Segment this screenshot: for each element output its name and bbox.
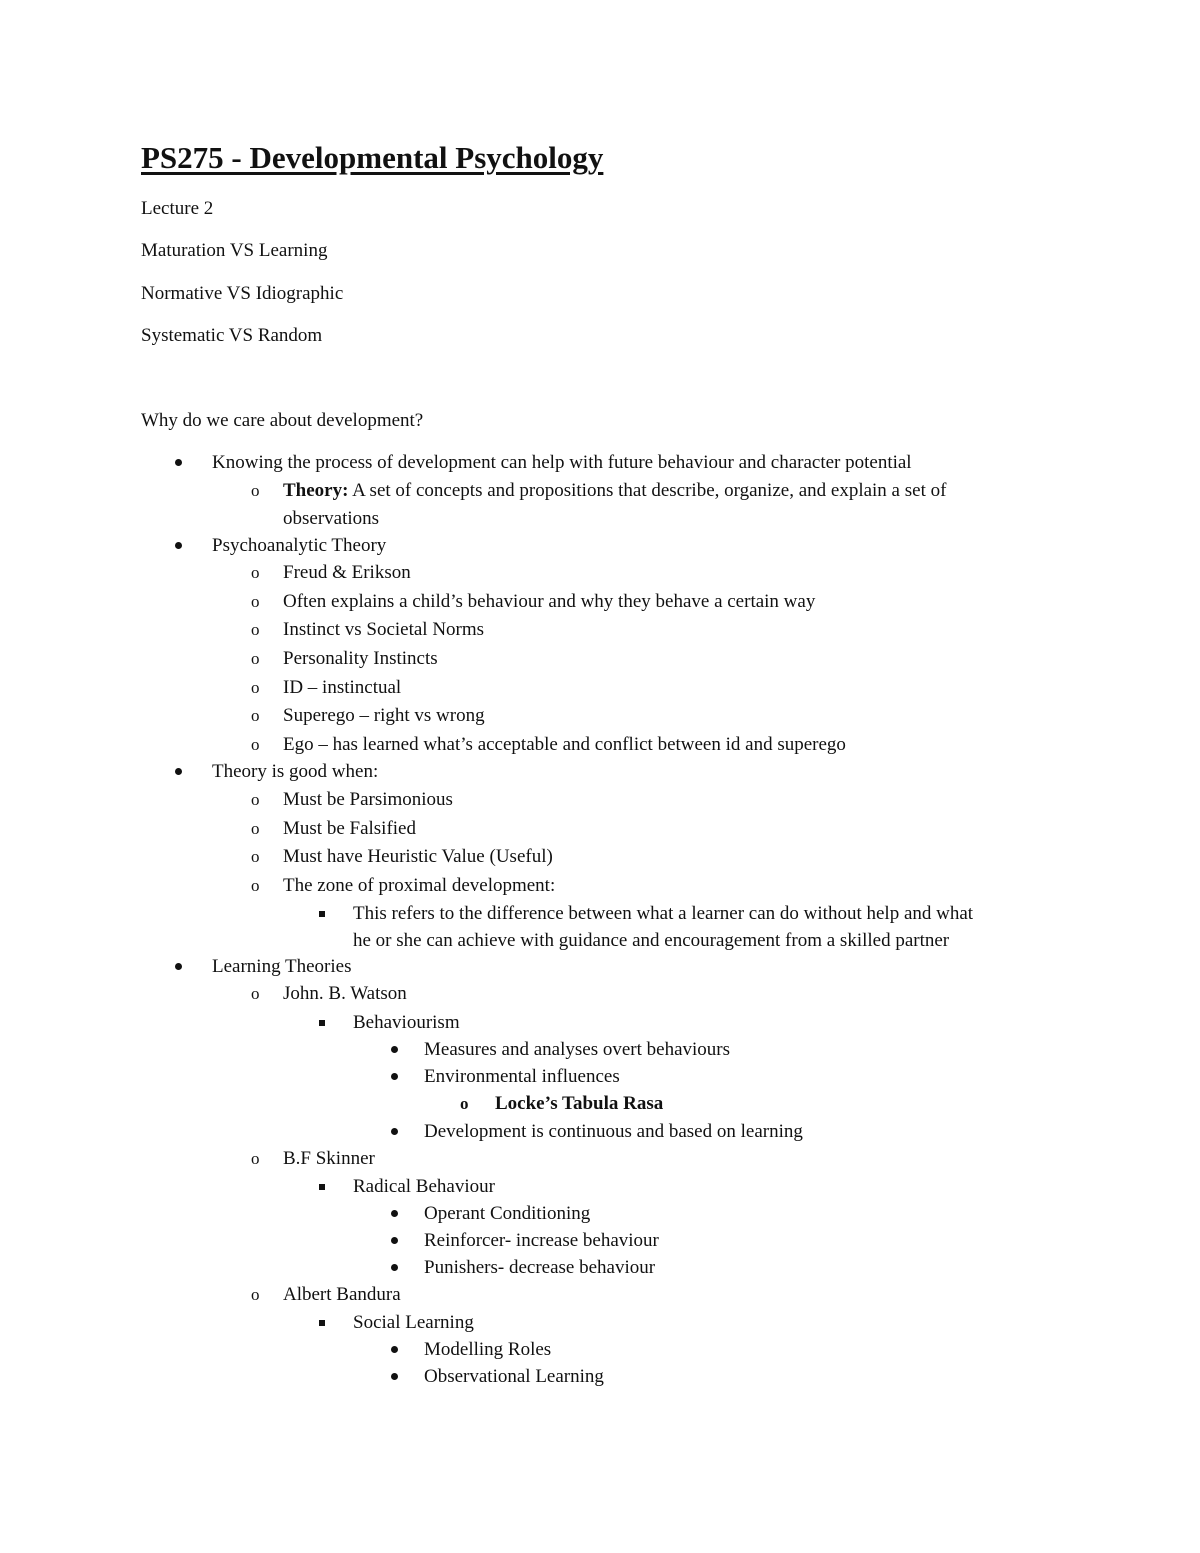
theory-definition: A set of concepts and propositions that describe, organize, and explain a set of [348,480,947,501]
list-item: This refers to the difference between what a learner can do without help and what [353,903,974,924]
list-item: Knowing the process of development can help with future behaviour and character potential [212,452,912,473]
bullet-disc-icon [391,1339,398,1353]
list-item: Locke’s Tabula Rasa [495,1093,664,1114]
list-item: Must be Parsimonious [283,789,453,810]
list-item: Punishers- decrease behaviour [424,1257,656,1278]
bullet-circle-icon [251,734,260,756]
list-item: Observational Learning [424,1366,604,1387]
bullet-disc-icon [391,1230,398,1244]
bullet-circle-icon [251,818,260,840]
list-item-continuation: observations [283,508,380,529]
theory-term: Theory: [283,480,349,501]
list-item: Environmental influences [424,1066,620,1087]
list-item: Modelling Roles [424,1339,552,1360]
list-item: Operant Conditioning [424,1203,591,1224]
intro-line: Normative VS Idiographic [141,283,344,304]
list-item: Radical Behaviour [353,1176,495,1197]
bullet-disc-icon [175,761,182,775]
intro-line: Lecture 2 [141,198,214,219]
list-item: Often explains a child’s behaviour and why they behave a certain way [283,591,816,612]
list-item: Freud & Erikson [283,562,411,583]
list-item: Psychoanalytic Theory [212,535,387,556]
bullet-disc-icon [175,956,182,970]
bullet-circle-icon [251,705,260,727]
list-item: Development is continuous and based on learning [424,1121,803,1142]
bullet-circle-icon [251,677,260,699]
list-item: ID – instinctual [283,677,402,698]
bullet-circle-icon [251,846,260,868]
bullet-disc-icon [391,1066,398,1080]
list-item: Must be Falsified [283,818,416,839]
bullet-disc-icon [175,452,182,466]
list-item: Albert Bandura [283,1284,401,1305]
list-item: The zone of proximal development: [283,875,556,896]
bullet-circle-icon [251,480,260,502]
list-item: Social Learning [353,1312,474,1333]
list-item: Instinct vs Societal Norms [283,619,485,640]
intro-line: Maturation VS Learning [141,240,328,261]
bullet-disc-icon [391,1257,398,1271]
list-item: Learning Theories [212,956,352,977]
list-item: B.F Skinner [283,1148,375,1169]
bullet-disc-icon [391,1366,398,1380]
bullet-circle-icon [251,875,260,897]
list-item [283,480,946,502]
bullet-square-icon [319,903,325,917]
bullet-square-icon [319,1312,325,1326]
list-item: Ego – has learned what’s acceptable and conflict between id and superego [283,734,846,755]
bullet-circle-icon [460,1093,469,1115]
intro-line: Systematic VS Random [141,325,323,346]
bullet-circle-icon [251,648,260,670]
list-item: John. B. Watson [283,983,407,1004]
section-question: Why do we care about development? [141,410,424,431]
bullet-disc-icon [391,1039,398,1053]
bullet-circle-icon [251,1284,260,1306]
list-item-continuation: he or she can achieve with guidance and encouragement from a skilled partner [353,930,950,951]
bullet-circle-icon [251,789,260,811]
bullet-circle-icon [251,619,260,641]
list-item: Superego – right vs wrong [283,705,485,726]
list-item: Theory is good when: [212,761,379,782]
bullet-circle-icon [251,983,260,1005]
bullet-disc-icon [391,1121,398,1135]
bullet-circle-icon [251,1148,260,1170]
bullet-disc-icon [391,1203,398,1217]
list-item: Reinforcer- increase behaviour [424,1230,659,1251]
bullet-square-icon [319,1012,325,1026]
list-item: Must have Heuristic Value (Useful) [283,846,553,867]
list-item: Personality Instincts [283,648,438,669]
bullet-circle-icon [251,591,260,613]
bullet-square-icon [319,1176,325,1190]
bullet-circle-icon [251,562,260,584]
list-item: Measures and analyses overt behaviours [424,1039,731,1060]
list-item: Behaviourism [353,1012,460,1033]
bullet-disc-icon [175,535,182,549]
page-title: PS275 - Developmental Psychology [141,140,604,175]
